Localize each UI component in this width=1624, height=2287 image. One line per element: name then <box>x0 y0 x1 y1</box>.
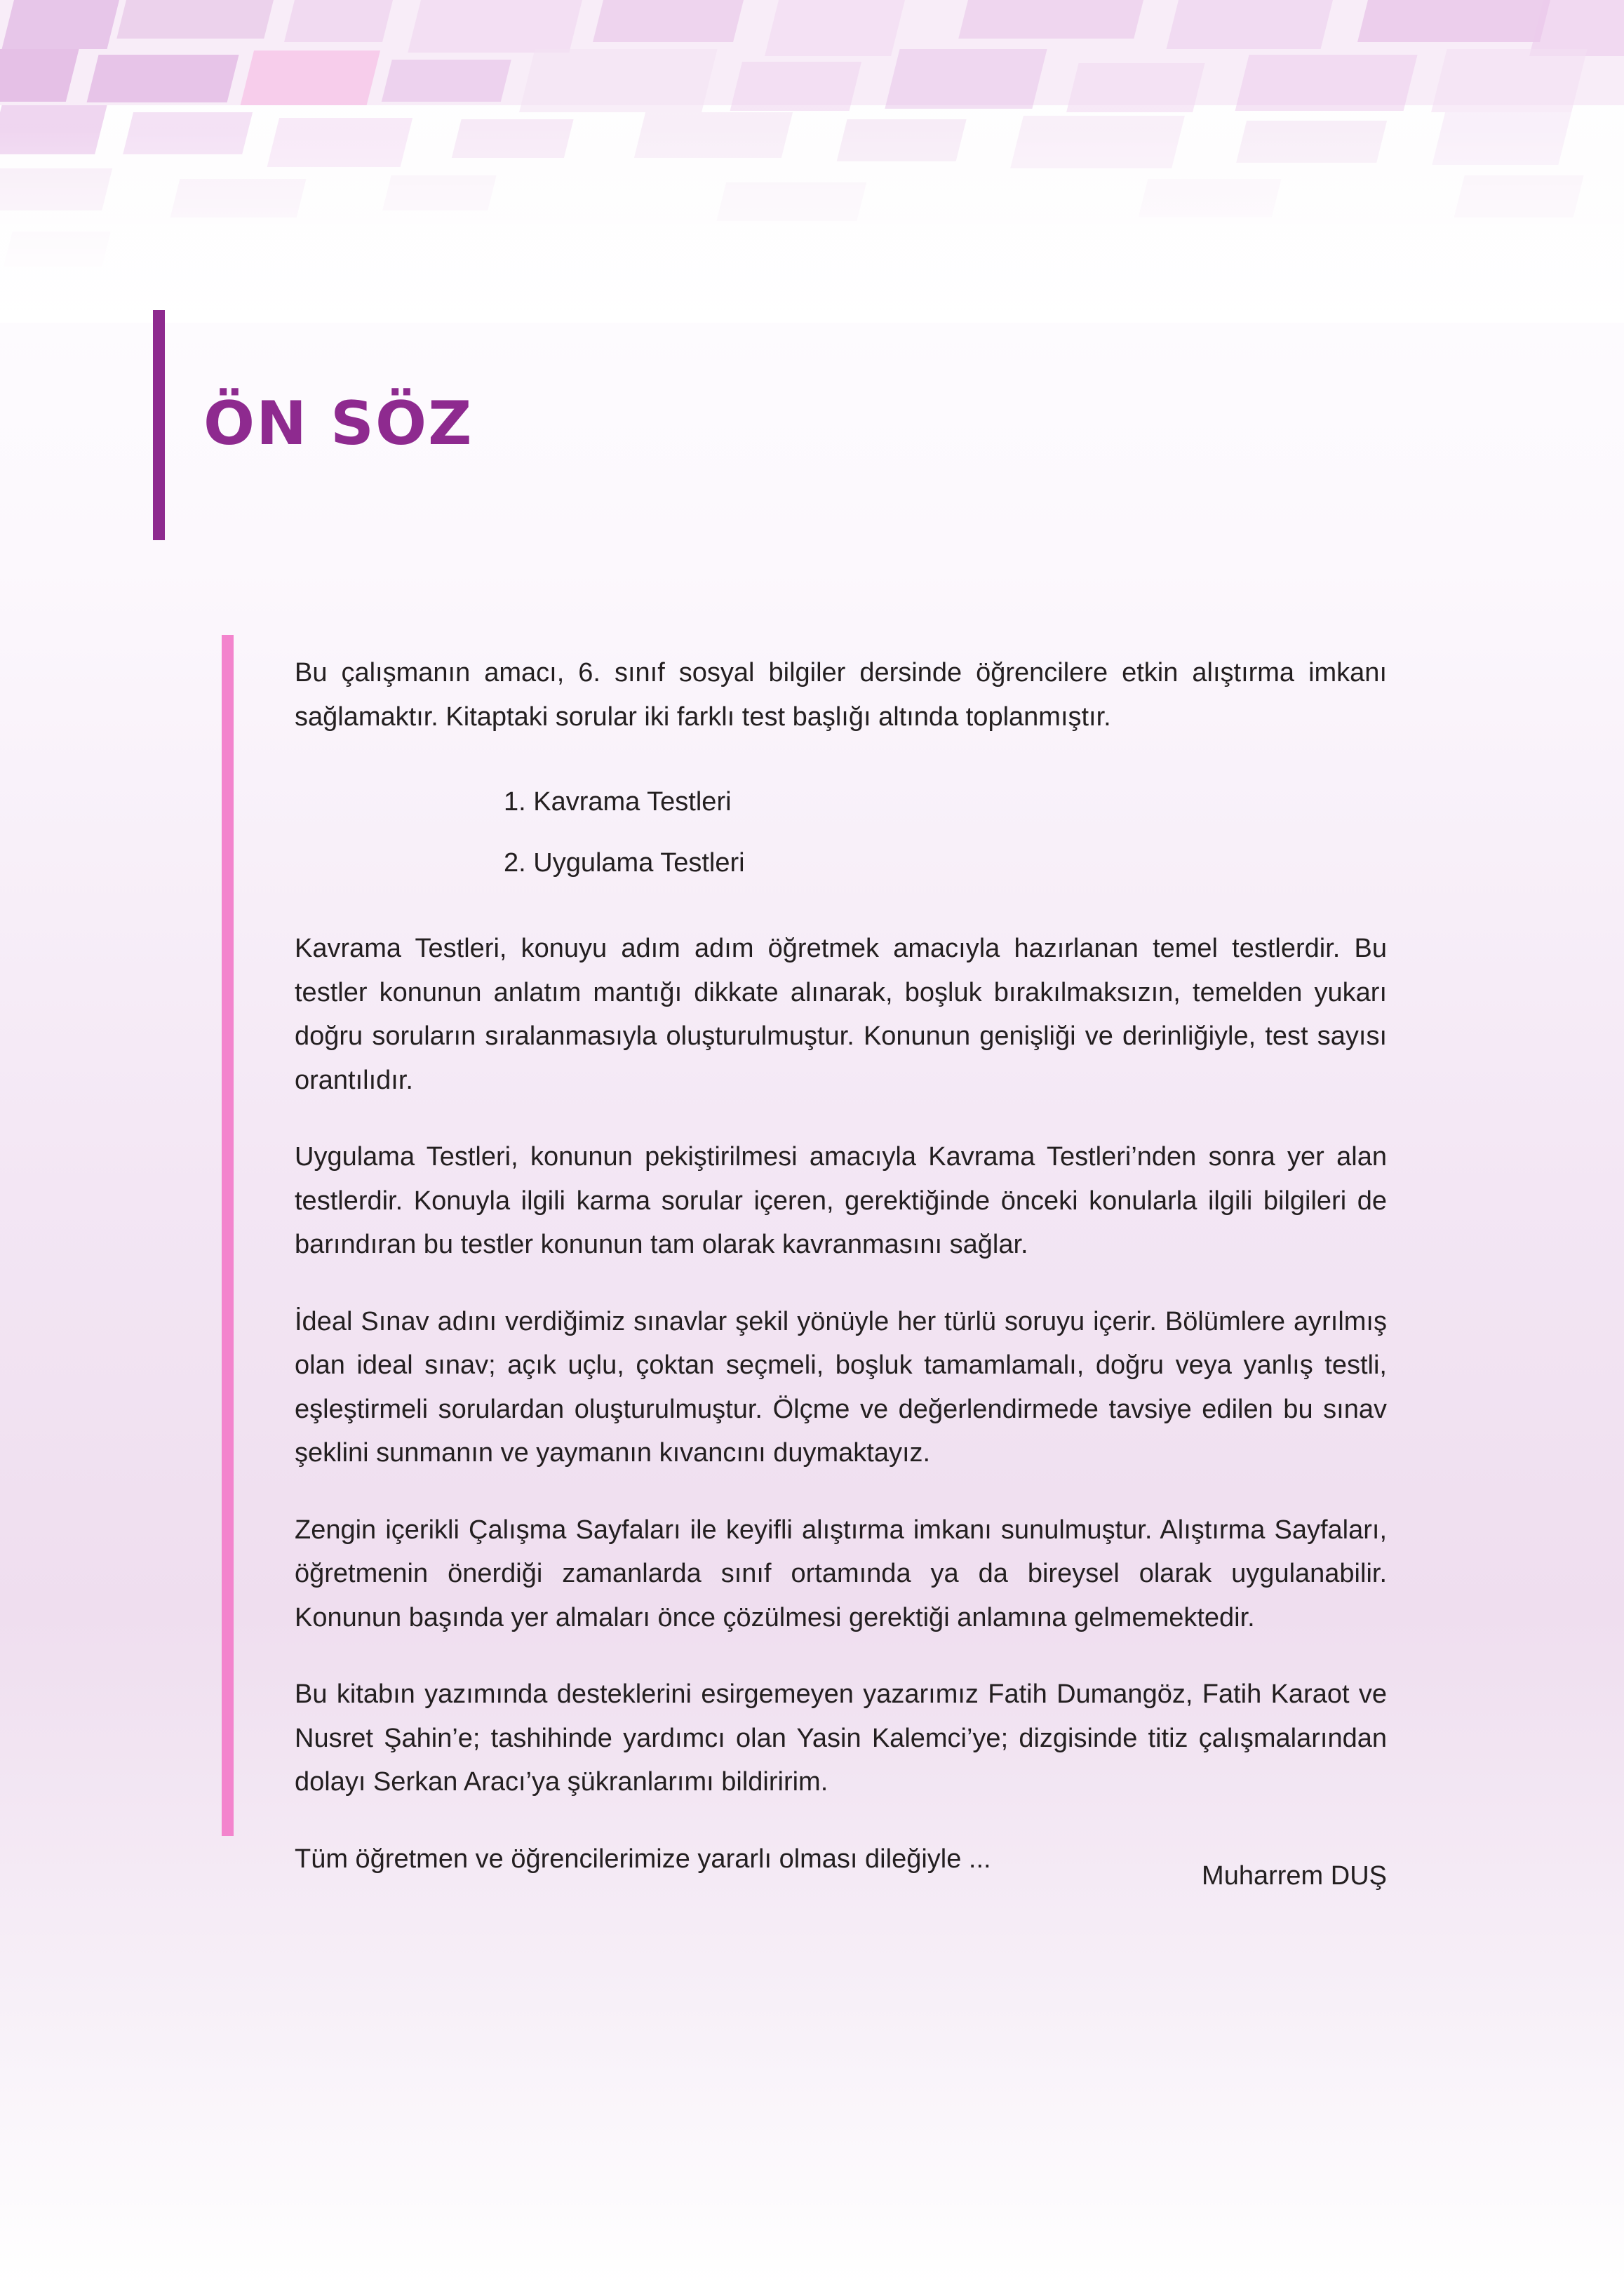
paragraph-dilek: Tüm öğretmen ve öğrencilerimize yararlı olması dileğiyle ... <box>295 1844 991 1874</box>
paragraph-intro: Bu çalışmanın amacı, 6. sınıf sosyal bilgiler dersinde öğrencilere etkin alıştırma imkanı sağlamaktır. Kitaptaki sorular iki farklı test başlığı altında toplanmıştır. <box>295 658 1387 732</box>
test-types-list <box>295 772 1387 894</box>
list-item: 2. Uygulama Testleri <box>504 848 745 878</box>
author-signature: Muharrem DUŞ <box>1202 1861 1387 1891</box>
paragraph-calisma: Zengin içerikli Çalışma Sayfaları ile keyifli alıştırma imkanı sunulmuştur. Alıştırma Sayfaları, öğretmenin önerdiği zamanlarda sınıf ortamında ya da bireysel olarak uygulanabilir. Konunun başında yer almaları önce çözülmesi gerektiği anlamına gelmemektedir. <box>295 1515 1387 1632</box>
page-title: ÖN SÖZ <box>203 389 474 459</box>
paragraph-tesekkur: Bu kitabın yazımında desteklerini esirgemeyen yazarımız Fatih Dumangöz, Fatih Karaot ve Nusret Şahin’e; tashihinde yardımcı olan Yasin Kalemci’ye; dizgisinde titiz çalışmalarından dolayı Serkan Aracı’ya şükranlarımı bildiririm. <box>295 1679 1387 1797</box>
paragraph-uygulama: Uygulama Testleri, konunun pekiştirilmesi amacıyla Kavrama Testleri’nden sonra yer alan testlerdir. Konuyla ilgili karma sorular içeren, gerektiğinde önceki konularla ilgili bilgileri de barındıran bu testler konunun tam olarak kavranmasını sağlar. <box>295 1142 1387 1259</box>
paragraph-kavrama: Kavrama Testleri, konuyu adım adım öğretmek amacıyla hazırlanan temel testlerdir. Bu testler konunun anlatım mantığı dikkate alınarak, boşluk bırakılmaksızın, temelden yukarı doğru soruların sıralanmasıyla oluşturulmuştur. Konunun genişliği ve derinliğiyle, test sayısı orantılıdır. <box>295 934 1387 1095</box>
decorative-header-pattern <box>0 0 1624 323</box>
content-accent-bar <box>222 635 234 1836</box>
paragraph-ideal: İdeal Sınav adını verdiğimiz sınavlar şekil yönüyle her türlü soruyu içerir. Bölümlere ayrılmış olan ideal sınav; açık uçlu, çoktan seçmeli, boşluk tamamlamalı, doğru veya yanlış testli, eşleştirmeli sorulardan oluşturulmuştur. Ölçme ve değerlendirmede tavsiye edilen bu sınav şeklini sunmanın ve yaymanın kıvancını duymaktayız. <box>295 1306 1387 1468</box>
title-accent-bar <box>153 310 165 540</box>
preface-content <box>295 651 1387 1914</box>
list-item: 1. Kavrama Testleri <box>504 787 732 817</box>
